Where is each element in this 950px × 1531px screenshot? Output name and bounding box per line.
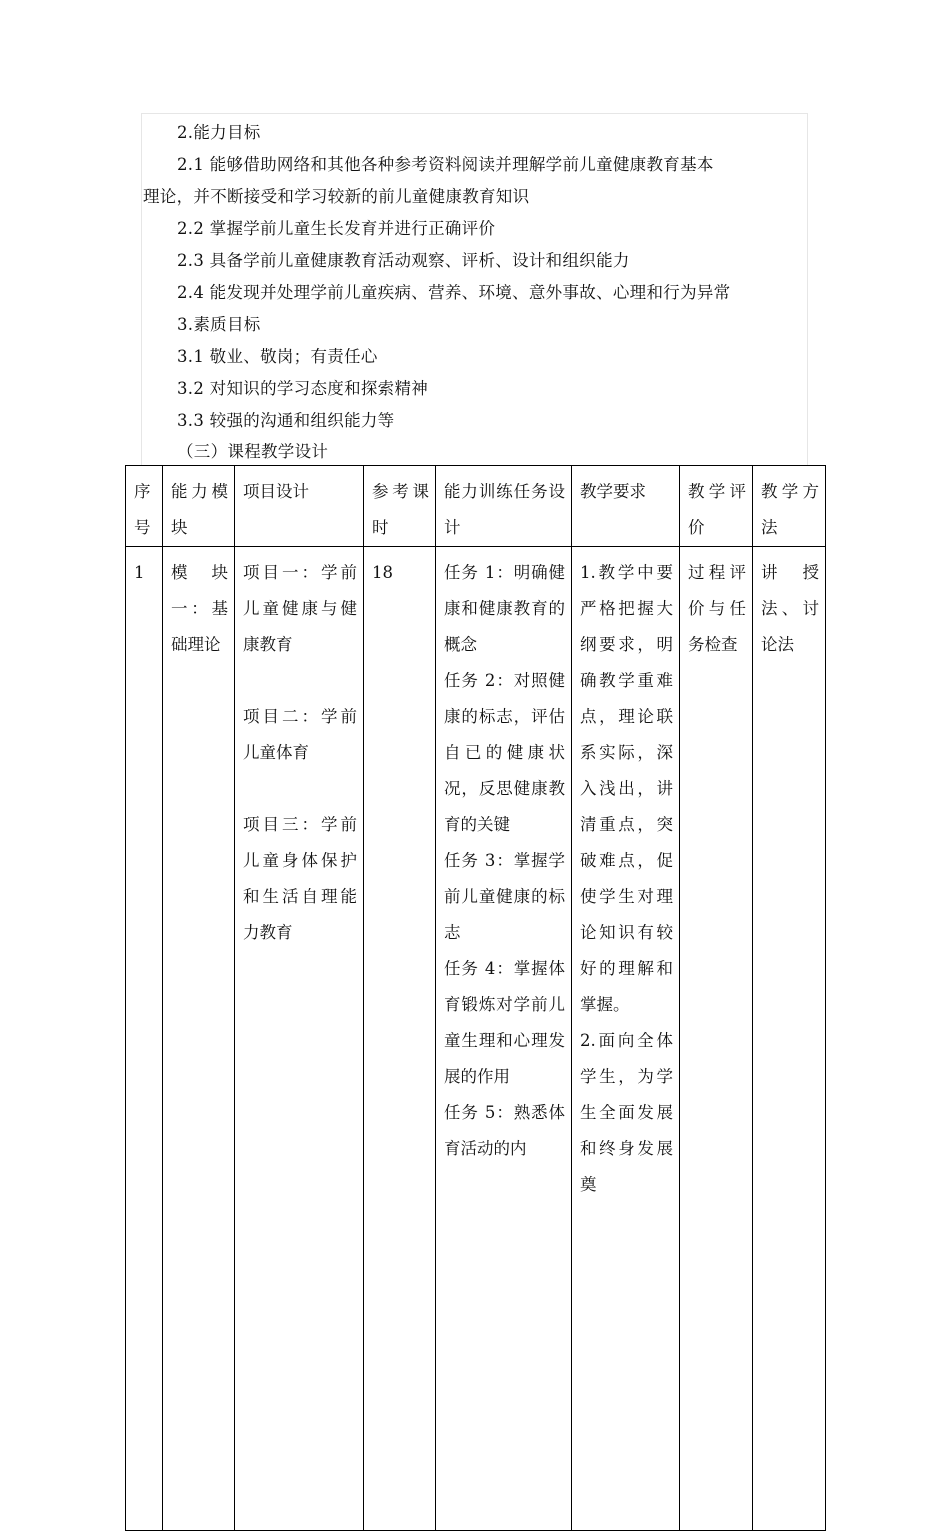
goal-3-3: 3.3 较强的沟通和组织能力等 [177, 411, 395, 430]
header-cell: 教学评价 [680, 466, 753, 547]
project-item: 项目一：学前儿童健康与健康教育 [243, 563, 357, 654]
goal-2-4: 2.4 能发现并处理学前儿童疾病、营养、环境、意外事故、心理和行为异常 [177, 283, 731, 302]
header-cell: 项目设计 [235, 466, 364, 547]
heading-ability-goals: 2.能力目标 [177, 123, 261, 142]
header-cell: 教学要求 [572, 466, 680, 547]
goal-2-1: 2.1 能够借助网络和其他各种参考资料阅读并理解学前儿童健康教育基本 [177, 155, 714, 174]
heading-quality-goals: 3.素质目标 [177, 315, 261, 334]
cell-projects [235, 547, 364, 1531]
table-header-row [126, 466, 826, 547]
header-cell: 能力模块 [163, 466, 235, 547]
header-cell: 参考课时 [364, 466, 436, 547]
table-row [126, 547, 826, 1531]
cell-methods: 讲授法、讨论法 [753, 547, 826, 1531]
cell-requirements: 1.教学中要严格把握大纲要求，明确教学重难点，理论联系实际，深入浅出，讲清重点，突破难点，促使学生对理论知识有较好的理解和掌握。 2.面向全体学生，为学生全面发展和终身发展奠 [572, 547, 680, 1531]
cell-module: 模块一：基础理论 [163, 547, 235, 1531]
header-cell: 能力训练任务设计 [436, 466, 572, 547]
goal-3-1: 3.1 敬业、敬岗；有责任心 [177, 347, 378, 366]
cell-number: 1 [126, 547, 163, 1531]
goal-2-2: 2.2 掌握学前儿童生长发育并进行正确评价 [177, 219, 496, 238]
project-item: 项目三：学前儿童身体保护和生活自理能力教育 [243, 815, 357, 942]
section-heading-course-design: （三）课程教学设计 [177, 442, 329, 461]
course-design-table [125, 465, 826, 1531]
goal-3-2: 3.2 对知识的学习态度和探索精神 [177, 379, 429, 398]
cell-evaluation: 过程评价与任务检查 [680, 547, 753, 1531]
goal-2-3: 2.3 具备学前儿童健康教育活动观察、评析、设计和组织能力 [177, 251, 630, 270]
goal-2-1-continued: 理论，并不断接受和学习较新的前儿童健康教育知识 [143, 187, 530, 206]
header-cell: 序号 [126, 466, 163, 547]
cell-hours: 18 [364, 547, 436, 1531]
project-item: 项目二：学前儿童体育 [243, 707, 357, 762]
cell-tasks: 任务 1：明确健康和健康教育的概念 任务 2：对照健康的标志，评估自已的健康状况，反思健康教育的关键 任务 3：掌握学前儿童健康的标志 任务 4：掌握体育锻炼对学前儿童生理和心理发展的作用 任务 5：熟悉体育活动的内 [436, 547, 572, 1531]
header-cell: 教学方法 [753, 466, 826, 547]
